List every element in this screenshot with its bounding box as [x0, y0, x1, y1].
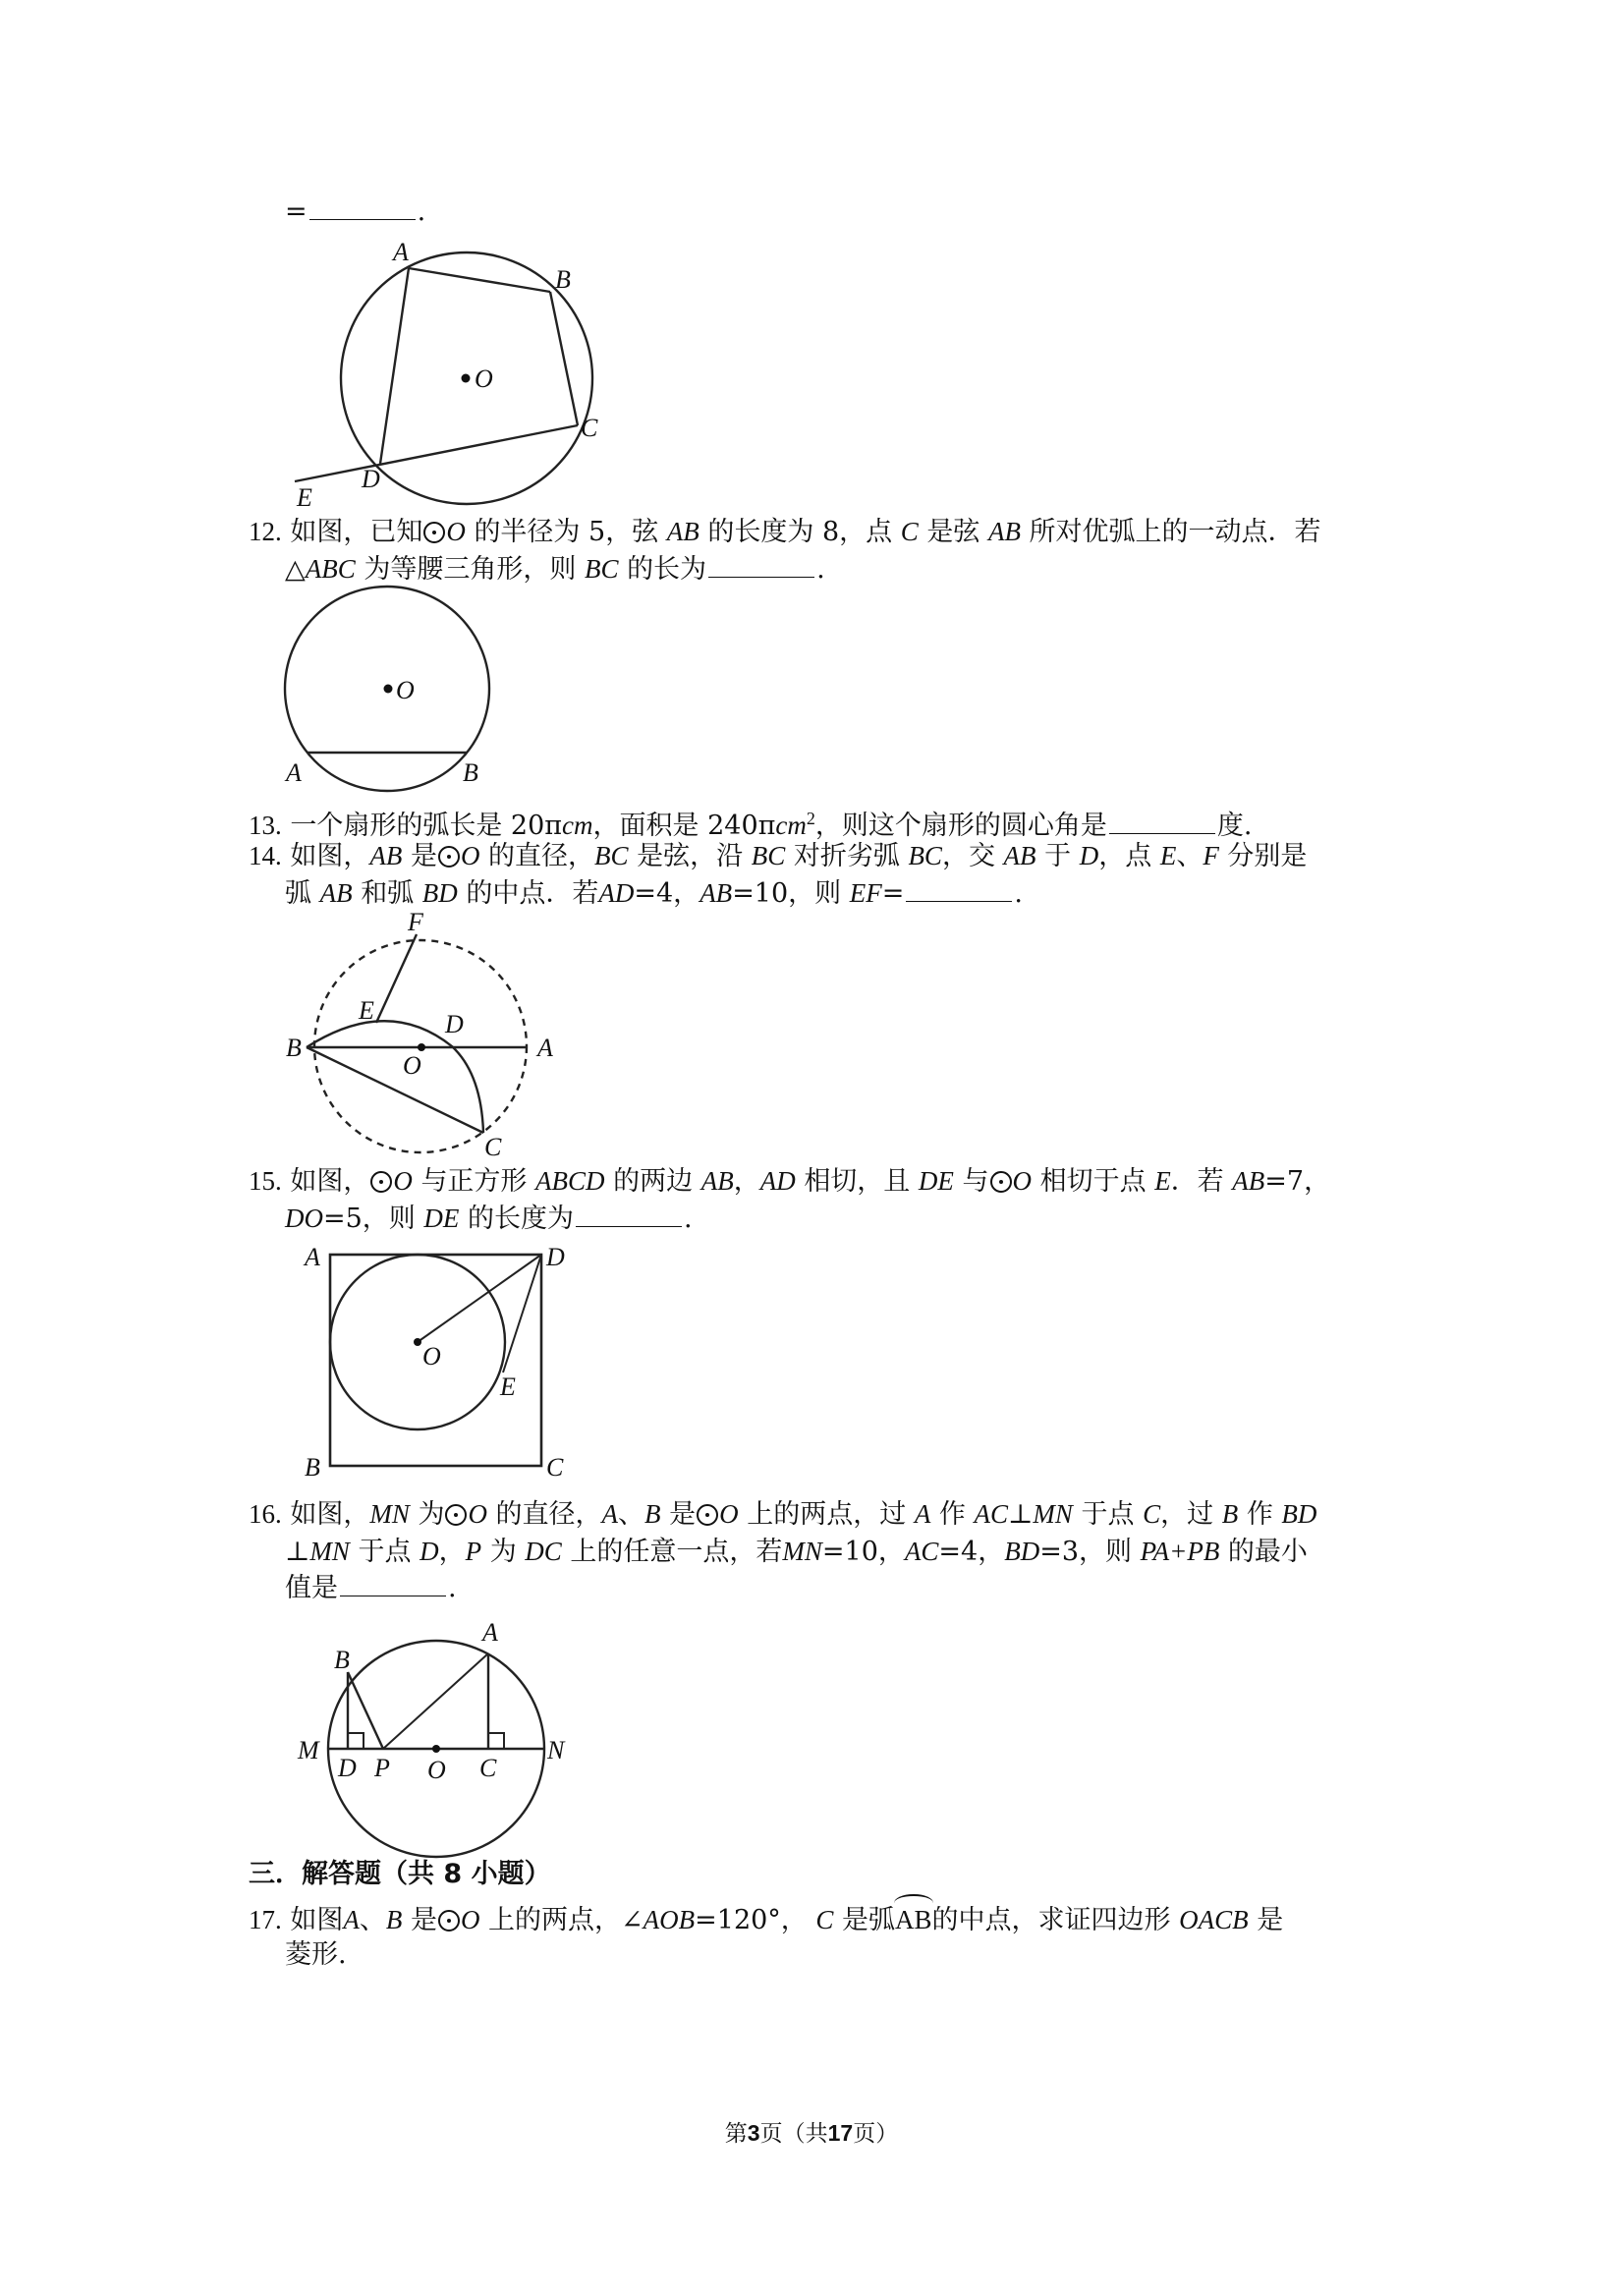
fig14-label-a: A — [537, 1034, 553, 1062]
q12-line1: 12. 如图，已知 O 的半径为 5，弦 AB 的长度为 8，点 C 是弦 AB 所对优弧上的一动点．若 — [249, 517, 1321, 547]
tangent-de — [503, 1255, 541, 1372]
fig16-label-n: N — [547, 1736, 565, 1764]
fig15-label-e: E — [500, 1372, 516, 1401]
fig14-label-e: E — [359, 996, 374, 1025]
figure-12 — [280, 585, 506, 796]
fig16-label-m: M — [298, 1736, 319, 1764]
fig15-label-a: A — [305, 1243, 320, 1271]
q15-line2: DO=5，则 DE 的长度为 . — [285, 1204, 693, 1234]
answer-blank — [340, 1574, 446, 1596]
right-angle-c-icon — [488, 1733, 504, 1749]
answer-blank — [309, 197, 416, 220]
circle-symbol-icon — [370, 1171, 392, 1193]
q16-line3: 值是 . — [285, 1573, 457, 1603]
q16-line2: ⊥MN 于点 D，P 为 DC 上的任意一点，若MN=10，AC=4，BD=3，则 PA+PB 的最小 — [285, 1537, 1308, 1567]
fig12-label-a: A — [286, 758, 302, 787]
section-heading: 三．解答题（共 8 小题） — [249, 1859, 551, 1889]
fig11-label-c: C — [581, 414, 598, 442]
chord-bc — [307, 1047, 483, 1133]
fig11-label-d: D — [362, 465, 380, 493]
fig16-label-a: A — [482, 1618, 498, 1647]
line-ec — [295, 425, 578, 481]
fig11-label-o: O — [475, 364, 493, 393]
answer-blank — [708, 555, 814, 578]
figure-16 — [290, 1611, 594, 1857]
right-angle-d-icon — [348, 1733, 364, 1749]
fig15-label-d: D — [546, 1243, 565, 1271]
q14-line1: 14. 如图，AB 是 O 的直径，BC 是弦，沿 BC 对折劣弧 BC，交 AB 于 D，点 E、F 分别是 — [249, 841, 1308, 871]
q16-line1: 16. 如图，MN 为 O 的直径，A、B 是 O 上的两点，过 A 作 AC⊥MN 于点 C，过 B 作 BD — [249, 1499, 1317, 1530]
circle-symbol-icon — [423, 522, 445, 543]
q17-line2: 菱形. — [285, 1939, 347, 1970]
fig11-label-a: A — [393, 238, 409, 266]
center-dot — [418, 1043, 425, 1051]
answer-blank — [1109, 812, 1215, 834]
fig16-label-o: O — [427, 1756, 446, 1784]
fig16-label-b: B — [334, 1646, 350, 1674]
fig15-label-b: B — [305, 1453, 320, 1482]
segment-do — [418, 1255, 541, 1342]
figure-14 — [280, 909, 575, 1159]
center-dot — [384, 685, 393, 694]
circle-symbol-icon — [438, 846, 460, 868]
q12-line2: △ABC 为等腰三角形，则 BC 的长为 . — [285, 554, 825, 585]
q14-line2: 弧 AB 和弧 BD 的中点．若AD=4，AB=10，则 EF= . — [285, 878, 1023, 909]
q13-line: 13. 一个扇形的弧长是 20πcm，面积是 240πcm$^2$，则这个扇形的圆心角是 度. — [249, 809, 1253, 841]
fig16-label-c: C — [479, 1754, 497, 1782]
fig15-label-c: C — [546, 1453, 564, 1482]
chord-ad — [380, 268, 409, 464]
fig14-label-o: O — [403, 1051, 421, 1080]
fig16-label-d: D — [338, 1754, 357, 1782]
fig16-label-p: P — [374, 1754, 390, 1782]
figure-11 — [285, 236, 619, 511]
segment-pa — [383, 1653, 488, 1749]
arc-symbol: AB — [895, 1900, 932, 1938]
fig14-label-b: B — [286, 1034, 302, 1062]
center-dot — [432, 1745, 440, 1753]
circle-symbol-icon — [445, 1504, 467, 1526]
fig11-label-b: B — [555, 265, 571, 294]
q15-line1: 15. 如图， O 与正方形 ABCD 的两边 AB，AD 相切，且 DE 与 O 相切于点 E．若 AB=7， — [249, 1166, 1331, 1197]
chord-ab — [409, 268, 550, 292]
fig15-label-o: O — [422, 1342, 441, 1371]
fig12-label-b: B — [463, 758, 478, 787]
page-footer: 第3页（共17页） — [724, 2120, 899, 2147]
segment-bp — [348, 1672, 383, 1749]
fig14-label-f: F — [408, 908, 423, 936]
fig14-label-d: D — [445, 1010, 464, 1038]
answer-blank — [906, 879, 1012, 902]
circle-symbol-icon — [438, 1910, 460, 1932]
circle-symbol-icon — [990, 1171, 1012, 1193]
answer-blank — [576, 1204, 682, 1227]
fig11-label-e: E — [297, 483, 312, 512]
circle-symbol-icon — [697, 1504, 718, 1526]
top-answer-line: = . — [285, 196, 426, 227]
center-dot — [414, 1338, 421, 1346]
center-dot — [462, 374, 471, 383]
figure-15 — [295, 1238, 589, 1484]
fig12-label-o: O — [396, 676, 415, 704]
q17-line1: 17. 如图A、B 是 O 上的两点，∠AOB=120°， C 是弧AB的中点，求证四边形 OACB 是 — [249, 1900, 1283, 1938]
fig14-label-c: C — [484, 1133, 502, 1161]
